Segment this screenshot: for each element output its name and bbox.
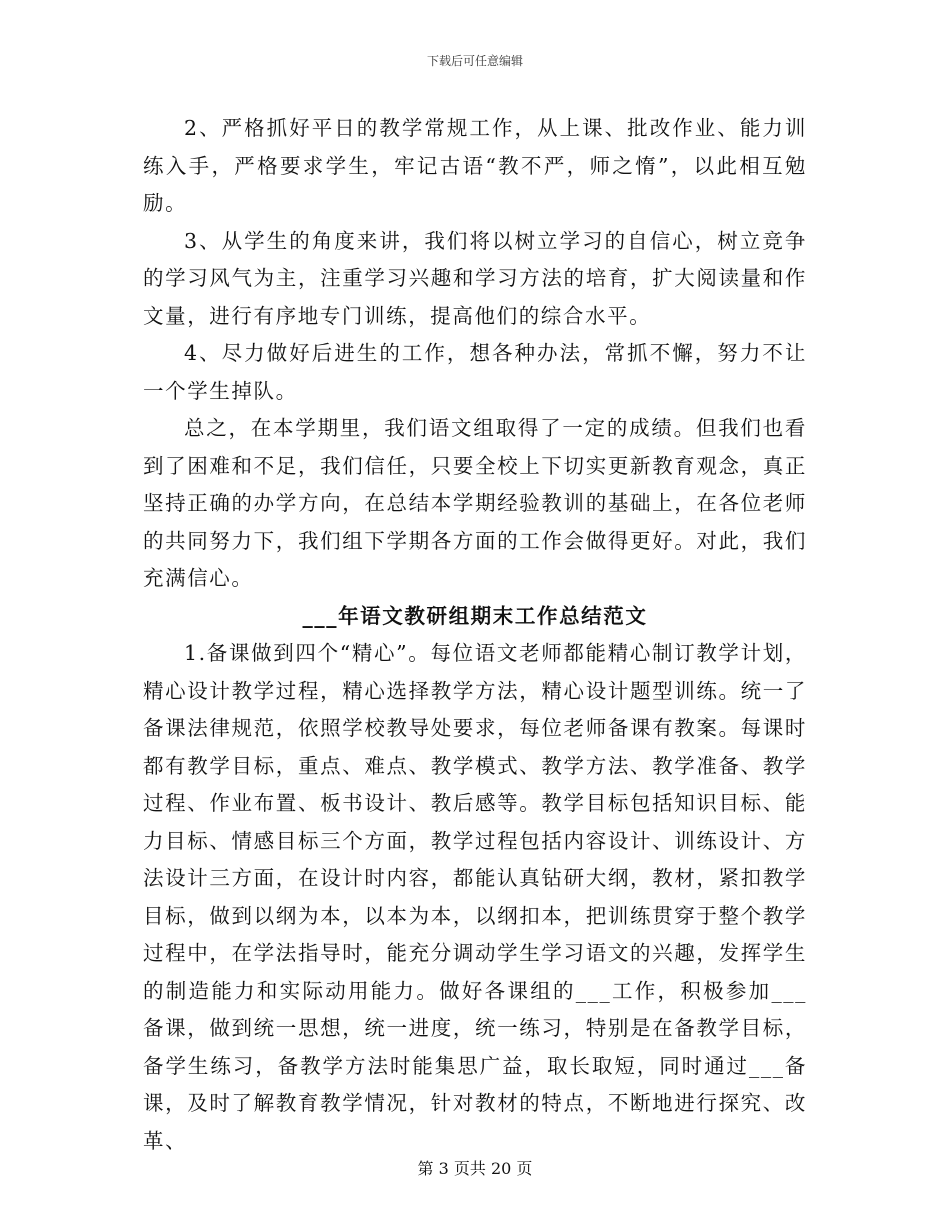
paragraph-item-2: 2、严格抓好平日的教学常规工作，从上课、批改作业、能力训练入手，严格要求学生，牢记古语“教不严，师之惰”，以此相互勉励。 xyxy=(143,116,807,215)
paragraph-lesson-prep: 1.备课做到四个“精心”。每位语文老师都能精心制订教学计划，精心设计教学过程，精心选择教学方法，精心设计题型训练。统一了备课法律规范，依照学校教导处要求，每位老师备课有教案。每课时都有教学目标，重点、难点、教学模式、教学方法、教学准备、教学过程、作业布置、板书设计、教后感等。教学目标包括知识目标、能力目标、情感目标三个方面，教学过程包括内容设计、训练设计、方法设计三方面，在设计时内容，都能认真钻研大纲，教材，紧扣教学目标，做到以纲为本，以本为本，以纲扣本，把训练贯穿于整个教学过程中，在学法指导时，能充分调动学生学习语文的兴趣，发挥学生的制造能力和实际动用能力。做好各课组的___工作，积极参加___备课，做到统一思想，统一进度，统一练习，特别是在备教学目标，备学生练习，备教学方法时能集思广益，取长取短，同时通过___备课，及时了解教育教学情况，针对教材的特点，不断地进行探究、改革、 xyxy=(143,641,807,1153)
document-body xyxy=(143,110,807,1160)
section-heading: ___年语文教研组期末工作总结范文 xyxy=(302,603,648,628)
paragraph-summary: 总之，在本学期里，我们语文组取得了一定的成绩。但我们也看到了困难和不足，我们信任，只要全校上下切实更新教育观念，真正坚持正确的办学方向，在总结本学期经验教训的基础上，在各位老师的共同努力下，我们组下学期各方面的工作会做得更好。对此，我们充满信心。 xyxy=(143,416,807,590)
paragraph-item-4: 4、尽力做好后进生的工作，想各种办法，常抓不懈，努力不让一个学生掉队。 xyxy=(143,341,807,403)
page-header: 下载后可任意编辑 xyxy=(426,54,523,68)
page-number: 第 3 页共 20 页 xyxy=(417,1159,533,1178)
paragraph-item-3: 3、从学生的角度来讲，我们将以树立学习的自信心，树立竞争的学习风气为主，注重学习兴趣和学习方法的培育，扩大阅读量和作文量，进行有序地专门训练，提高他们的综合水平。 xyxy=(143,228,807,328)
